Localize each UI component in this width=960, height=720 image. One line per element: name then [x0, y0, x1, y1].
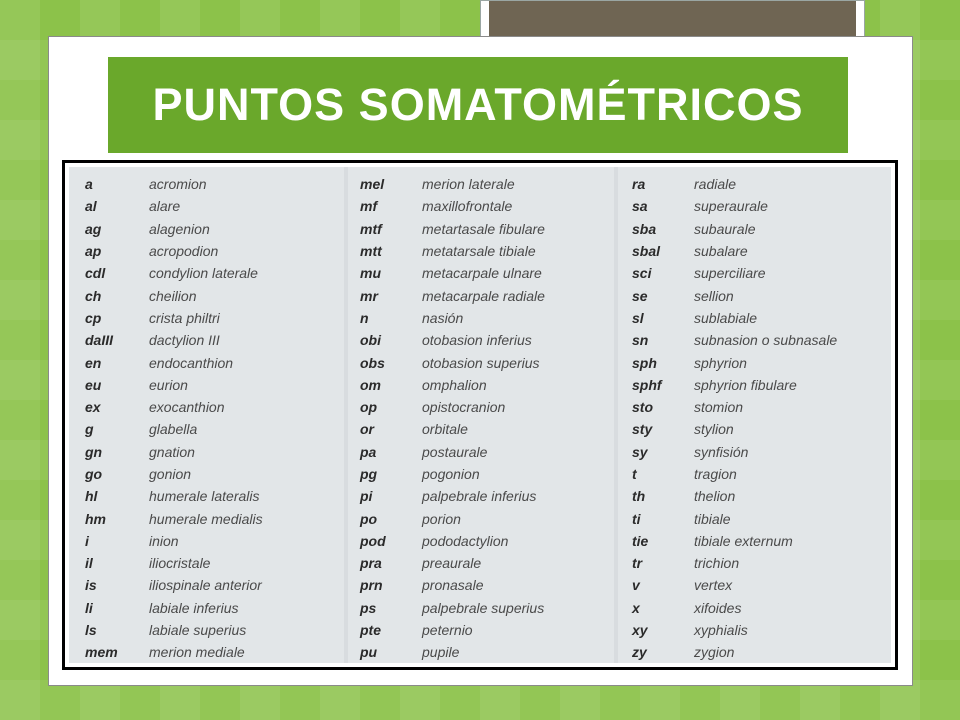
table-row — [348, 173, 614, 195]
landmark-name: sublabiale — [694, 309, 758, 326]
table-row — [69, 485, 344, 507]
landmark-name: iliospinale anterior — [149, 577, 262, 594]
landmark-abbreviation: tr — [632, 555, 643, 572]
landmark-name: glabella — [149, 421, 198, 438]
landmark-abbreviation: sl — [632, 309, 644, 326]
landmark-abbreviation: pra — [360, 555, 382, 572]
landmark-abbreviation: g — [85, 421, 94, 438]
table-row — [348, 597, 614, 619]
table-row — [348, 307, 614, 329]
table-row — [618, 262, 891, 284]
table-column-1 — [69, 167, 344, 663]
table-row — [348, 262, 614, 284]
landmark-name: maxillofrontale — [422, 198, 513, 215]
landmark-name: vertex — [694, 577, 733, 594]
table-row — [69, 530, 344, 552]
table-row — [618, 441, 891, 463]
table-row — [618, 173, 891, 195]
landmark-name: pupile — [422, 644, 460, 661]
landmark-abbreviation: ra — [632, 176, 646, 193]
table-row — [69, 240, 344, 262]
table-row — [348, 641, 614, 663]
landmark-abbreviation: sci — [632, 265, 652, 282]
landmark-abbreviation: ps — [360, 599, 377, 616]
landmark-name: otobasion inferius — [422, 332, 532, 349]
landmark-abbreviation: se — [632, 287, 648, 304]
landmark-name: sphyrion fibulare — [694, 376, 797, 393]
landmark-abbreviation: pu — [360, 644, 378, 661]
landmark-name: acropodion — [149, 243, 219, 260]
table-row — [618, 619, 891, 641]
landmark-name: labiale superius — [149, 622, 247, 639]
landmark-name: stomion — [694, 399, 744, 416]
table-row — [69, 441, 344, 463]
landmark-abbreviation: sty — [632, 421, 653, 438]
landmark-name: eurion — [149, 376, 188, 393]
table-row — [69, 507, 344, 529]
landmark-name: postaurale — [422, 443, 488, 460]
landmark-abbreviation: sy — [632, 443, 648, 460]
landmark-name: merion mediale — [149, 644, 245, 661]
landmark-name: condylion laterale — [149, 265, 258, 282]
landmarks-table — [62, 160, 898, 670]
table-row — [348, 574, 614, 596]
table-row — [348, 530, 614, 552]
landmark-abbreviation: or — [360, 421, 374, 438]
table-row — [69, 262, 344, 284]
landmark-abbreviation: ag — [85, 220, 102, 237]
landmark-abbreviation: cp — [85, 309, 102, 326]
table-row — [69, 195, 344, 217]
table-row — [69, 574, 344, 596]
table-row — [618, 574, 891, 596]
landmark-name: subaurale — [694, 220, 756, 237]
landmark-name: tibiale externum — [694, 532, 793, 549]
landmark-abbreviation: obs — [360, 354, 385, 371]
table-row — [348, 463, 614, 485]
landmark-name: omphalion — [422, 376, 487, 393]
table-row — [348, 351, 614, 373]
table-row — [69, 351, 344, 373]
table-row — [618, 641, 891, 663]
landmark-name: otobasion superius — [422, 354, 540, 371]
table-row — [348, 284, 614, 306]
table-row — [348, 552, 614, 574]
landmark-abbreviation: eu — [85, 376, 102, 393]
landmark-abbreviation: mel — [360, 176, 385, 193]
landmark-abbreviation: sbal — [632, 243, 661, 260]
landmark-name: porion — [422, 510, 461, 527]
landmark-abbreviation: pg — [360, 466, 378, 482]
landmark-abbreviation: li — [85, 599, 93, 616]
table-row — [618, 218, 891, 240]
landmark-abbreviation: t — [632, 466, 637, 482]
table-column-2 — [348, 167, 614, 663]
table-row — [618, 307, 891, 329]
landmark-abbreviation: tie — [632, 532, 649, 549]
landmark-name: superaurale — [694, 198, 768, 215]
table-row — [348, 240, 614, 262]
landmark-name: exocanthion — [149, 399, 225, 416]
table-row — [618, 351, 891, 373]
landmark-name: alare — [149, 198, 181, 215]
landmark-abbreviation: mf — [360, 198, 378, 215]
landmark-abbreviation: a — [85, 176, 93, 193]
landmark-abbreviation: sphf — [632, 376, 662, 393]
landmark-abbreviation: v — [632, 577, 640, 594]
table-row — [618, 374, 891, 396]
landmark-name: stylion — [694, 421, 734, 438]
table-row — [69, 173, 344, 195]
table-row — [618, 284, 891, 306]
landmark-abbreviation: pte — [360, 622, 381, 639]
landmark-name: metatarsale tibiale — [422, 243, 536, 260]
landmark-name: trichion — [694, 555, 740, 572]
landmark-name: xyphialis — [694, 622, 748, 639]
table-body — [69, 167, 891, 663]
landmark-abbreviation: op — [360, 399, 378, 416]
landmark-abbreviation: daIII — [85, 332, 114, 349]
landmark-name: thelion — [694, 488, 736, 505]
landmark-name: gnation — [149, 443, 195, 460]
landmark-abbreviation: gn — [85, 443, 103, 460]
landmark-name: pododactylion — [422, 532, 509, 549]
landmark-name: opistocranion — [422, 399, 506, 416]
table-row — [69, 619, 344, 641]
landmark-name: sphyrion — [694, 354, 747, 371]
landmark-name: pogonion — [422, 466, 480, 482]
landmark-name: metacarpale radiale — [422, 287, 545, 304]
landmark-abbreviation: sn — [632, 332, 649, 349]
landmark-abbreviation: obi — [360, 332, 381, 349]
landmark-abbreviation: is — [85, 577, 97, 594]
landmark-name: palpebrale inferius — [422, 488, 537, 505]
landmark-name: cheilion — [149, 287, 197, 304]
landmark-abbreviation: ls — [85, 622, 97, 639]
table-row — [69, 284, 344, 306]
table-row — [618, 240, 891, 262]
table-row — [69, 418, 344, 440]
table-row — [69, 329, 344, 351]
landmark-abbreviation: ch — [85, 287, 102, 304]
landmark-name: acromion — [149, 176, 207, 193]
landmark-name: endocanthion — [149, 354, 234, 371]
landmark-abbreviation: hl — [85, 488, 98, 505]
table-row — [348, 396, 614, 418]
table-row — [618, 485, 891, 507]
landmark-abbreviation: xy — [632, 622, 648, 639]
landmark-name: zygion — [694, 644, 735, 661]
landmark-abbreviation: pi — [360, 488, 373, 505]
table-row — [348, 619, 614, 641]
landmark-abbreviation: ex — [85, 399, 101, 416]
table-row — [69, 552, 344, 574]
landmark-abbreviation: ap — [85, 243, 102, 260]
landmark-name: sellion — [694, 287, 734, 304]
landmark-abbreviation: mem — [85, 644, 118, 661]
table-row — [618, 530, 891, 552]
landmark-name: synfisión — [694, 443, 749, 460]
table-row — [69, 641, 344, 663]
table-row — [348, 441, 614, 463]
landmark-abbreviation: mu — [360, 265, 381, 282]
table-row — [618, 463, 891, 485]
table-row — [348, 195, 614, 217]
landmark-name: iliocristale — [149, 555, 211, 572]
landmark-abbreviation: prn — [360, 577, 383, 594]
landmark-name: subnasion o subnasale — [694, 332, 838, 349]
page-title: PUNTOS SOMATOMÉTRICOS — [152, 79, 804, 130]
table-row — [618, 396, 891, 418]
landmark-abbreviation: ti — [632, 510, 641, 527]
table-row — [618, 552, 891, 574]
table-row — [348, 218, 614, 240]
title-banner — [108, 57, 848, 153]
landmark-abbreviation: pa — [360, 443, 377, 460]
table-row — [69, 396, 344, 418]
table-row — [618, 507, 891, 529]
table-row — [348, 374, 614, 396]
landmark-abbreviation: en — [85, 354, 102, 371]
landmark-name: crista philtri — [149, 309, 220, 326]
landmark-abbreviation: pod — [360, 532, 386, 549]
table-row — [69, 463, 344, 485]
landmark-abbreviation: go — [85, 466, 103, 482]
landmark-abbreviation: om — [360, 376, 381, 393]
landmark-abbreviation: il — [85, 555, 93, 572]
landmark-name: tibiale — [694, 510, 731, 527]
landmark-abbreviation: sa — [632, 198, 648, 215]
landmark-name: humerale medialis — [149, 510, 263, 527]
landmark-name: gonion — [149, 466, 192, 482]
table-row — [348, 418, 614, 440]
landmark-name: alagenion — [149, 220, 210, 237]
table-row — [69, 597, 344, 619]
landmark-name: radiale — [694, 176, 737, 193]
landmark-name: inion — [149, 532, 179, 549]
landmark-name: peternio — [422, 622, 473, 639]
landmark-abbreviation: zy — [632, 644, 647, 661]
landmark-abbreviation: i — [85, 532, 89, 549]
landmark-name: subalare — [694, 243, 748, 260]
table-row — [69, 307, 344, 329]
landmark-abbreviation: sba — [632, 220, 657, 237]
landmark-name: merion laterale — [422, 176, 515, 193]
landmark-abbreviation: n — [360, 309, 369, 326]
landmark-name: humerale lateralis — [149, 488, 260, 505]
landmark-abbreviation: cdl — [85, 265, 106, 282]
table-row — [618, 597, 891, 619]
table-row — [618, 195, 891, 217]
table-row — [69, 218, 344, 240]
landmark-name: metartasale fibulare — [422, 220, 545, 237]
landmark-abbreviation: al — [85, 198, 97, 215]
table-row — [618, 418, 891, 440]
landmark-name: dactylion III — [149, 332, 220, 349]
landmark-abbreviation: mr — [360, 287, 378, 304]
landmark-abbreviation: sph — [632, 354, 657, 371]
landmark-name: tragion — [694, 466, 737, 482]
landmark-name: metacarpale ulnare — [422, 265, 542, 282]
table-row — [348, 507, 614, 529]
landmark-name: labiale inferius — [149, 599, 239, 616]
landmark-abbreviation: mtt — [360, 243, 382, 260]
landmark-name: nasión — [422, 309, 464, 326]
table-row — [618, 329, 891, 351]
landmark-abbreviation: mtf — [360, 220, 382, 237]
landmark-name: palpebrale superius — [422, 599, 545, 616]
table-row — [69, 374, 344, 396]
table-row — [348, 329, 614, 351]
landmark-name: superciliare — [694, 265, 766, 282]
landmark-abbreviation: po — [360, 510, 378, 527]
landmark-abbreviation: hm — [85, 510, 106, 527]
landmark-abbreviation: th — [632, 488, 646, 505]
landmark-name: pronasale — [422, 577, 484, 594]
table-column-3 — [618, 167, 891, 663]
landmark-name: orbitale — [422, 421, 468, 438]
landmark-name: preaurale — [422, 555, 482, 572]
landmark-abbreviation: x — [632, 599, 640, 616]
landmark-name: xifoides — [694, 599, 742, 616]
landmark-abbreviation: sto — [632, 399, 653, 416]
table-row — [348, 485, 614, 507]
